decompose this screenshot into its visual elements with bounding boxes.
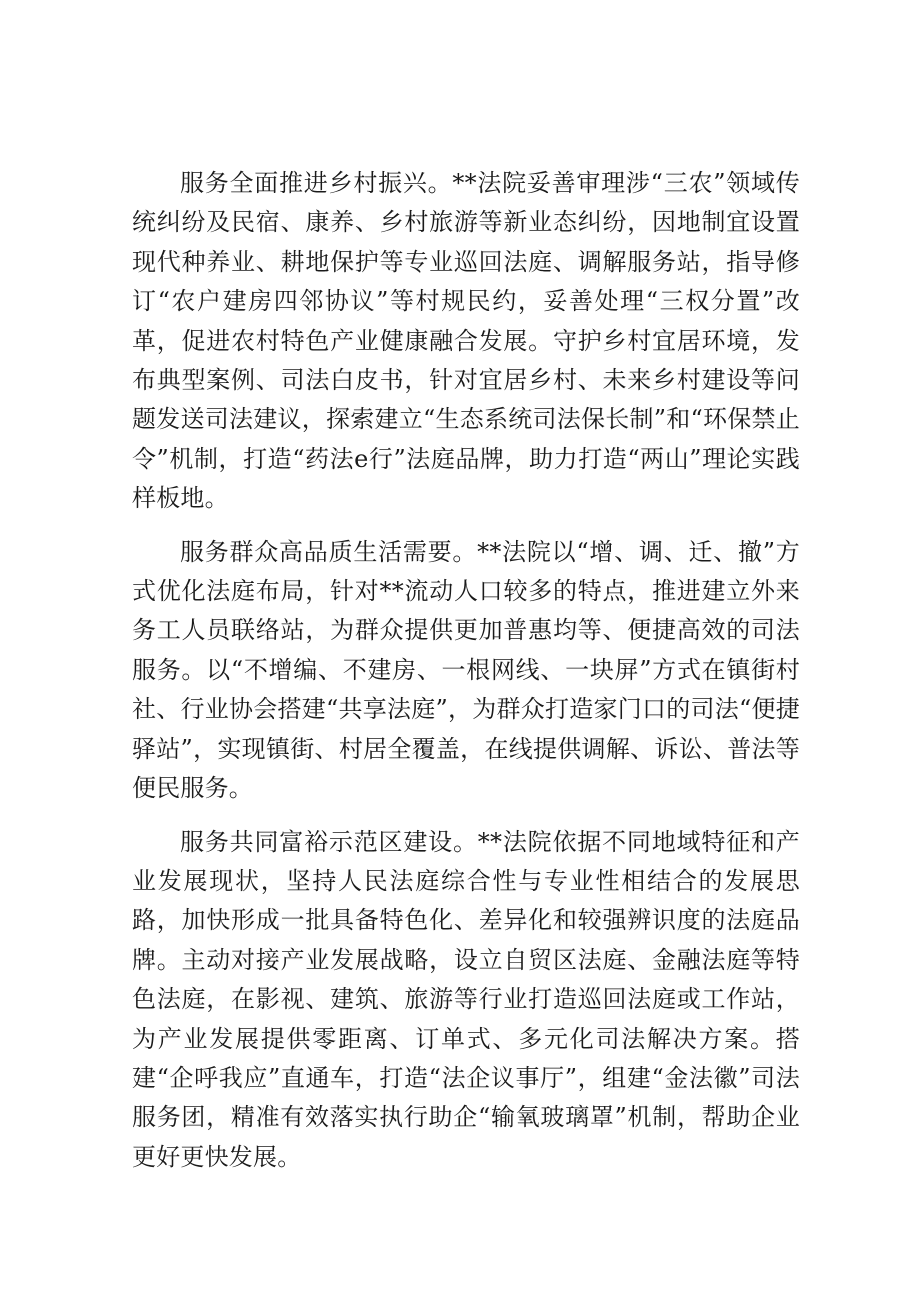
document-body [132, 164, 800, 1191]
paragraph-quality-life: 服务群众高品质生活需要。**法院以“增、调、迁、撤”方式优化法庭布局，针对**流动人口较多的特点，推进建立外来务工人员联络站，为群众提供更加普惠均等、便捷高效的司法服务。以“不增编、不建房、一根网线、一块屏”方式在镇街村社、行业协会搭建“共享法庭”，为群众打造家门口的司法“便捷驿站”，实现镇街、村居全覆盖，在线提供调解、诉讼、普法等便民服务。 [132, 537, 800, 803]
paragraph-common-prosperity: 服务共同富裕示范区建设。**法院依据不同地域特征和产业发展现状，坚持人民法庭综合性与专业性相结合的发展思路，加快形成一批具备特色化、差异化和较强辨识度的法庭品牌。主动对接产业发展战略，设立自贸区法庭、金融法庭等特色法庭，在影视、建筑、旅游等行业打造巡回法庭或工作站，为产业发展提供零距离、订单式、多元化司法解决方案。搭建“企呼我应”直通车，打造“法企议事厅”，组建“金法徽”司法服务团，精准有效落实执行助企“输氧玻璃罩”机制，帮助企业更好更快发展。 [132, 827, 800, 1171]
paragraph-rural-revitalization: 服务全面推进乡村振兴。**法院妥善审理涉“三农”领域传统纠纷及民宿、康养、乡村旅游等新业态纠纷，因地制宜设置现代种养业、耕地保护等专业巡回法庭、调解服务站，指导修订“农户建房四邻协议”等村规民约，妥善处理“三权分置”改革，促进农村特色产业健康融合发展。守护乡村宜居环境，发布典型案例、司法白皮书，针对宜居乡村、未来乡村建设等问题发送司法建议，探索建立“生态系统司法保长制”和“环保禁止令”机制，打造“药法e行”法庭品牌，助力打造“两山”理论实践样板地。 [132, 169, 800, 513]
